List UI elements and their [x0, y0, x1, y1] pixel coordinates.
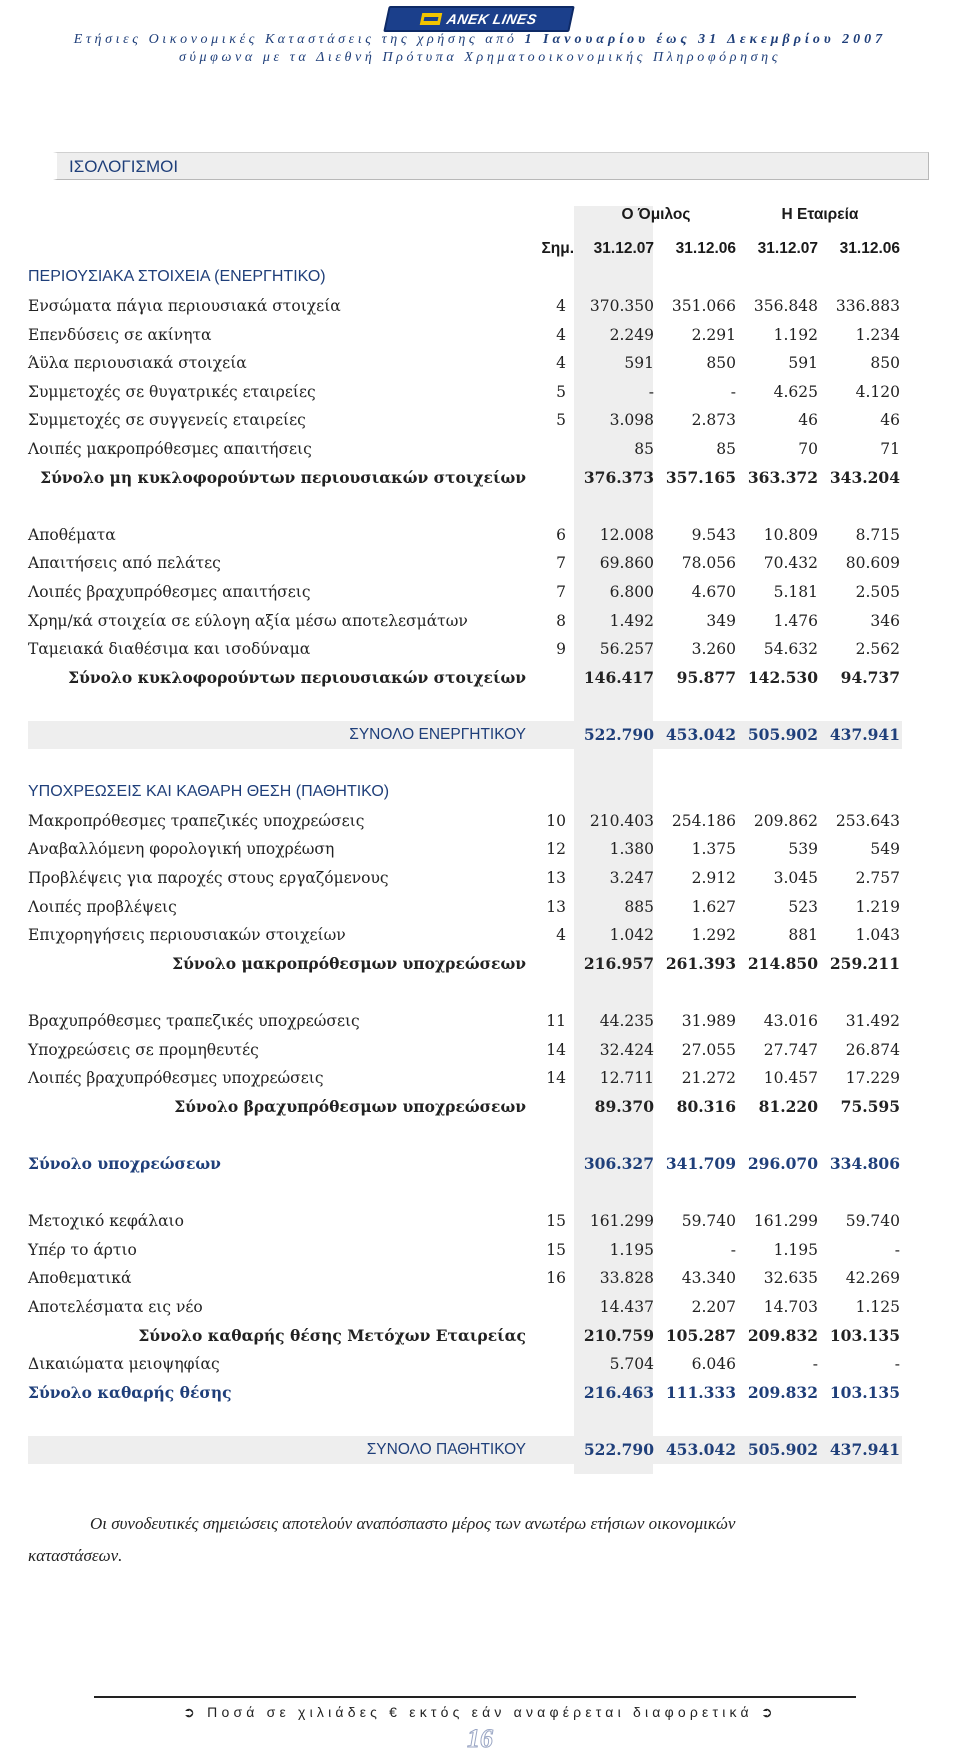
row-label: Άϋλα περιουσιακά στοιχεία	[28, 354, 247, 373]
table-row	[28, 521, 902, 550]
total-value: 216.463	[583, 1383, 654, 1403]
total-value: 103.135	[829, 1383, 900, 1403]
row-value: 1.627	[691, 897, 736, 916]
row-value: 6.046	[691, 1355, 736, 1374]
table-row	[28, 1064, 902, 1093]
row-value: 346	[870, 611, 900, 630]
row-spacer	[28, 692, 902, 721]
row-note: 15	[546, 1240, 566, 1259]
row-label: Λοιπές μακροπρόθεσμες απαιτήσεις	[28, 440, 312, 459]
total-value: 209.832	[747, 1383, 818, 1403]
table-row	[28, 1007, 902, 1036]
row-label: Λοιπές βραχυπρόθεσμες απαιτήσεις	[28, 583, 311, 602]
row-value: 9.543	[691, 525, 736, 544]
row-label: Προβλέψεις για παροχές στους εργαζόμενους	[28, 868, 389, 887]
total-label: Σύνολο μακροπρόθεσμων υποχρεώσεων	[172, 954, 526, 974]
row-value: -	[894, 1240, 900, 1259]
table-row	[28, 378, 902, 407]
row-label: Βραχυπρόθεσμες τραπεζικές υποχρεώσεις	[28, 1011, 360, 1030]
row-value: 4.670	[691, 583, 736, 602]
row-value: 70.432	[763, 554, 818, 573]
row-note: 4	[556, 354, 566, 373]
table-header-groups	[28, 206, 902, 235]
total-value: 214.850	[747, 954, 818, 974]
row-value: 336.883	[835, 297, 900, 316]
row-value: 44.235	[599, 1011, 654, 1030]
row-value: 54.632	[763, 640, 818, 659]
grand-total-value: 505.902	[747, 725, 818, 745]
total-value: 75.595	[840, 1097, 900, 1117]
anek-lines-logo	[383, 6, 575, 32]
row-label: Επενδύσεις σε ακίνητα	[28, 325, 212, 344]
header-line-1-period: 1 Ιανουαρίου έως 31 Δεκεμβρίου 2007	[524, 32, 887, 47]
row-value: 31.492	[845, 1011, 900, 1030]
row-value: 85	[716, 440, 736, 459]
footer-text: ➲ Ποσά σε χιλιάδες € εκτός εάν αναφέρεται διαφορετικά ➲	[183, 1704, 777, 1720]
row-value: 3.260	[691, 640, 736, 659]
footnote-line-1: Οι συνοδευτικές σημειώσεις αποτελούν αναπόσπαστο μέρος των ανωτέρω ετήσιων οικονομικών	[90, 1514, 736, 1533]
row-value: 161.299	[589, 1212, 654, 1231]
row-value: 4.120	[855, 382, 900, 401]
total-value: 343.204	[829, 468, 900, 488]
total-value: 111.333	[665, 1383, 736, 1403]
row-value: 850	[870, 354, 900, 373]
total-label: Σύνολο κυκλοφορούντων περιουσιακών στοιχείων	[68, 668, 526, 688]
row-value: 3.045	[773, 868, 818, 887]
date-header: 31.12.07	[757, 239, 818, 257]
row-value: 2.912	[691, 868, 736, 887]
footer-divider	[94, 1696, 856, 1698]
row-label: Αποθεματικά	[28, 1269, 132, 1288]
table-row	[28, 606, 902, 635]
row-label: Υπέρ το άρτιο	[28, 1240, 137, 1259]
row-value: 43.016	[763, 1011, 818, 1030]
row-label: Λοιπές προβλέψεις	[28, 897, 177, 916]
row-value: 10.457	[763, 1069, 818, 1088]
footnote-line-2: καταστάσεων.	[28, 1546, 123, 1565]
table-row	[28, 349, 902, 378]
table-row	[28, 1207, 902, 1236]
row-spacer	[28, 978, 902, 1007]
total-value: 146.417	[583, 668, 654, 688]
total-value: 89.370	[594, 1097, 654, 1117]
row-value: 10.809	[763, 525, 818, 544]
row-value: 27.747	[763, 1040, 818, 1059]
row-value: 1.292	[691, 926, 736, 945]
row-value: 1.219	[855, 897, 900, 916]
total-assets-row	[28, 721, 902, 750]
minority-interest-row	[28, 1350, 902, 1379]
total-value: 261.393	[665, 954, 736, 974]
row-note: 8	[556, 611, 566, 630]
logo-text: ANEK LINES	[445, 11, 539, 27]
row-value: 351.066	[671, 297, 736, 316]
row-value: 1.125	[855, 1297, 900, 1316]
row-label: Χρημ/κά στοιχεία σε εύλογη αξία μέσω αποτελεσμάτων	[28, 611, 468, 630]
table-row	[28, 320, 902, 349]
row-note: 13	[546, 897, 566, 916]
total-value: 105.287	[665, 1325, 736, 1345]
row-value: 1.195	[773, 1240, 818, 1259]
assets-heading-text: ΠΕΡΙΟΥΣΙΑΚΑ ΣΤΟΙΧΕΙΑ (ΕΝΕΡΓΗΤΙΚΟ)	[28, 268, 326, 286]
row-value: 42.269	[845, 1269, 900, 1288]
short-term-liabilities-total-row	[28, 1092, 902, 1121]
grand-total-value: 453.042	[665, 725, 736, 745]
total-value: 81.220	[758, 1097, 818, 1117]
date-header: 31.12.06	[839, 239, 900, 257]
row-note: 10	[546, 811, 566, 830]
row-label: Λοιπές βραχυπρόθεσμες υποχρεώσεις	[28, 1069, 324, 1088]
table-header-dates	[28, 235, 902, 264]
row-value: -	[812, 1355, 818, 1374]
row-value: 253.643	[835, 811, 900, 830]
grand-total-label: ΣΥΝΟΛΟ ΕΝΕΡΓΗΤΙΚΟΥ	[349, 725, 526, 743]
row-value: 591	[624, 354, 654, 373]
row-note: 5	[556, 411, 566, 430]
row-value: 43.340	[681, 1269, 736, 1288]
row-note: 7	[556, 583, 566, 602]
row-value: 356.848	[753, 297, 818, 316]
row-value: 14.437	[599, 1297, 654, 1316]
row-value: 14.703	[763, 1297, 818, 1316]
row-note: 5	[556, 382, 566, 401]
total-value: 94.737	[840, 668, 900, 688]
row-value: 59.740	[845, 1212, 900, 1231]
table-row	[28, 921, 902, 950]
row-value: -	[730, 382, 736, 401]
row-label: Αποθέματα	[28, 525, 116, 544]
total-value: 363.372	[747, 468, 818, 488]
row-value: 5.704	[609, 1355, 654, 1374]
grand-total-value: 505.902	[747, 1440, 818, 1460]
row-value: 591	[788, 354, 818, 373]
row-label: Απαιτήσεις από πελάτες	[28, 554, 221, 573]
table-row	[28, 864, 902, 893]
row-value: 12.711	[599, 1069, 654, 1088]
row-value: 161.299	[753, 1212, 818, 1231]
row-note: 6	[556, 525, 566, 544]
row-value: 33.828	[599, 1269, 654, 1288]
table-row	[28, 1235, 902, 1264]
table-row	[28, 549, 902, 578]
total-value: 210.759	[583, 1325, 654, 1345]
total-value: 357.165	[665, 468, 736, 488]
table-row	[28, 1264, 902, 1293]
table-row	[28, 635, 902, 664]
row-value: 349	[706, 611, 736, 630]
row-value: 1.043	[855, 926, 900, 945]
row-spacer	[28, 1178, 902, 1207]
table-row	[28, 1035, 902, 1064]
row-note: 15	[546, 1212, 566, 1231]
row-note: 16	[546, 1269, 566, 1288]
row-spacer	[28, 492, 902, 521]
row-value: 2.249	[609, 325, 654, 344]
row-label: Συμμετοχές σε συγγενείς εταιρείες	[28, 411, 306, 430]
row-value: 32.424	[599, 1040, 654, 1059]
note-column-header: Σημ.	[541, 239, 574, 257]
row-value: 2.562	[855, 640, 900, 659]
row-value: 209.862	[753, 811, 818, 830]
row-value: 27.055	[681, 1040, 736, 1059]
row-value: -	[648, 382, 654, 401]
row-note: 11	[546, 1011, 566, 1030]
current-assets-total-row	[28, 664, 902, 693]
row-value: 210.403	[589, 811, 654, 830]
total-value: 142.530	[747, 668, 818, 688]
row-label: Δικαιώματα μειοψηφίας	[28, 1355, 220, 1374]
row-value: 8.715	[855, 525, 900, 544]
row-label: Ταμειακά διαθέσιμα και ισοδύναμα	[28, 640, 311, 659]
grand-total-value: 522.790	[583, 725, 654, 745]
row-value: 2.873	[691, 411, 736, 430]
row-value: 850	[706, 354, 736, 373]
company-header: Η Εταιρεία	[781, 206, 859, 223]
row-note: 14	[546, 1040, 566, 1059]
total-liabilities-equity-row	[28, 1436, 902, 1465]
grand-total-value: 453.042	[665, 1440, 736, 1460]
group-header: Ο Όμιλος	[621, 206, 691, 223]
table-row	[28, 835, 902, 864]
row-label: Μακροπρόθεσμες τραπεζικές υποχρεώσεις	[28, 811, 365, 830]
row-value: 370.350	[589, 297, 654, 316]
row-value: 2.757	[855, 868, 900, 887]
table-row	[28, 435, 902, 464]
row-value: 1.375	[691, 840, 736, 859]
row-value: 523	[788, 897, 818, 916]
row-value: 6.800	[609, 583, 654, 602]
row-value: 4.625	[773, 382, 818, 401]
row-value: 80.609	[845, 554, 900, 573]
row-spacer	[28, 1407, 902, 1436]
row-value: 32.635	[763, 1269, 818, 1288]
row-note: 14	[546, 1069, 566, 1088]
balance-sheet-table	[28, 206, 902, 1464]
table-row	[28, 806, 902, 835]
total-label: Σύνολο βραχυπρόθεσμων υποχρεώσεων	[174, 1097, 526, 1117]
total-label: Σύνολο καθαρής θέσης	[28, 1383, 232, 1403]
total-value: 306.327	[583, 1154, 654, 1174]
footnote	[28, 1508, 928, 1572]
row-value: 46	[880, 411, 900, 430]
row-value: -	[894, 1355, 900, 1374]
table-row	[28, 1293, 902, 1322]
row-label: Μετοχικό κεφάλαιο	[28, 1212, 184, 1231]
total-value: 103.135	[829, 1325, 900, 1345]
row-value: 885	[624, 897, 654, 916]
row-note: 4	[556, 297, 566, 316]
row-label: Αποτελέσματα εις νέο	[28, 1297, 203, 1316]
row-label: Ενσώματα πάγια περιουσιακά στοιχεία	[28, 297, 341, 316]
total-value: 259.211	[829, 954, 900, 974]
total-value: 216.957	[583, 954, 654, 974]
table-row	[28, 406, 902, 435]
row-label: Επιχορηγήσεις περιουσιακών στοιχείων	[28, 926, 346, 945]
non-current-assets-total-row	[28, 463, 902, 492]
total-value: 95.877	[676, 668, 736, 688]
row-value: 549	[870, 840, 900, 859]
header-line-1-prefix: Ετήσιες Οικονομικές Καταστάσεις της χρήσης από	[73, 32, 518, 47]
header-line-1	[0, 32, 960, 48]
row-value: 2.291	[691, 325, 736, 344]
total-label: Σύνολο υποχρεώσεων	[28, 1154, 221, 1174]
date-header: 31.12.06	[675, 239, 736, 257]
assets-heading	[28, 263, 902, 292]
row-value: 21.272	[681, 1069, 736, 1088]
liabilities-heading-text: ΥΠΟΧΡΕΩΣΕΙΣ ΚΑΙ ΚΑΘΑΡΗ ΘΕΣΗ (ΠΑΘΗΤΙΚΟ)	[28, 783, 390, 801]
table-row	[28, 292, 902, 321]
total-value: 334.806	[829, 1154, 900, 1174]
header-line-2: σύμφωνα με τα Διεθνή Πρότυπα Χρηματοοικονομικής Πληροφόρησης	[179, 50, 781, 65]
row-spacer	[28, 1121, 902, 1150]
page-number: 16	[467, 1724, 493, 1753]
row-value: 1.492	[609, 611, 654, 630]
row-note: 9	[556, 640, 566, 659]
grand-total-value: 437.941	[829, 1440, 900, 1460]
grand-total-label: ΣΥΝΟΛΟ ΠΑΘΗΤΙΚΟΥ	[366, 1440, 526, 1458]
row-value: 539	[788, 840, 818, 859]
total-value: 296.070	[747, 1154, 818, 1174]
row-value: 5.181	[773, 583, 818, 602]
table-row	[28, 892, 902, 921]
row-note: 4	[556, 325, 566, 344]
row-value: 31.989	[681, 1011, 736, 1030]
row-value: 2.505	[855, 583, 900, 602]
row-value: 1.192	[773, 325, 818, 344]
row-value: 1.476	[773, 611, 818, 630]
row-label: Αναβαλλόμενη φορολογική υποχρέωση	[28, 840, 335, 859]
ship-flag-icon	[420, 13, 443, 25]
total-value: 80.316	[676, 1097, 736, 1117]
date-header: 31.12.07	[593, 239, 654, 257]
row-value: 1.234	[855, 325, 900, 344]
row-value: 12.008	[599, 525, 654, 544]
row-value: 881	[788, 926, 818, 945]
row-value: 71	[880, 440, 900, 459]
section-title: ΙΣΟΛΟΓΙΣΜΟΙ	[53, 152, 929, 180]
row-value: 3.247	[609, 868, 654, 887]
row-value: 17.229	[845, 1069, 900, 1088]
total-value: 209.832	[747, 1325, 818, 1345]
row-value: 2.207	[691, 1297, 736, 1316]
row-value: 85	[634, 440, 654, 459]
total-value: 376.373	[583, 468, 654, 488]
row-spacer	[28, 749, 902, 778]
grand-total-value: 522.790	[583, 1440, 654, 1460]
row-value: 1.195	[609, 1240, 654, 1259]
row-value: 1.380	[609, 840, 654, 859]
row-label: Υποχρεώσεις σε προμηθευτές	[28, 1040, 259, 1059]
long-term-liabilities-total-row	[28, 949, 902, 978]
row-value: 46	[798, 411, 818, 430]
row-value: 69.860	[599, 554, 654, 573]
row-note: 12	[546, 840, 566, 859]
row-value: -	[730, 1240, 736, 1259]
total-label: Σύνολο μη κυκλοφορούντων περιουσιακών στοιχείων	[40, 468, 526, 488]
row-value: 3.098	[609, 411, 654, 430]
row-value: 59.740	[681, 1212, 736, 1231]
row-value: 26.874	[845, 1040, 900, 1059]
row-label: Συμμετοχές σε θυγατρικές εταιρείες	[28, 382, 316, 401]
row-note: 4	[556, 926, 566, 945]
total-label: Σύνολο καθαρής θέσης Μετόχων Εταιρείας	[138, 1325, 526, 1345]
table-row	[28, 578, 902, 607]
row-value: 70	[798, 440, 818, 459]
total-liabilities-row	[28, 1150, 902, 1179]
equity-holders-total-row	[28, 1321, 902, 1350]
equity-total-row	[28, 1378, 902, 1407]
row-value: 1.042	[609, 926, 654, 945]
row-value: 56.257	[599, 640, 654, 659]
row-note: 13	[546, 868, 566, 887]
grand-total-value: 437.941	[829, 725, 900, 745]
row-value: 78.056	[681, 554, 736, 573]
liabilities-heading	[28, 778, 902, 807]
row-note: 7	[556, 554, 566, 573]
total-value: 341.709	[665, 1154, 736, 1174]
row-value: 254.186	[671, 811, 736, 830]
